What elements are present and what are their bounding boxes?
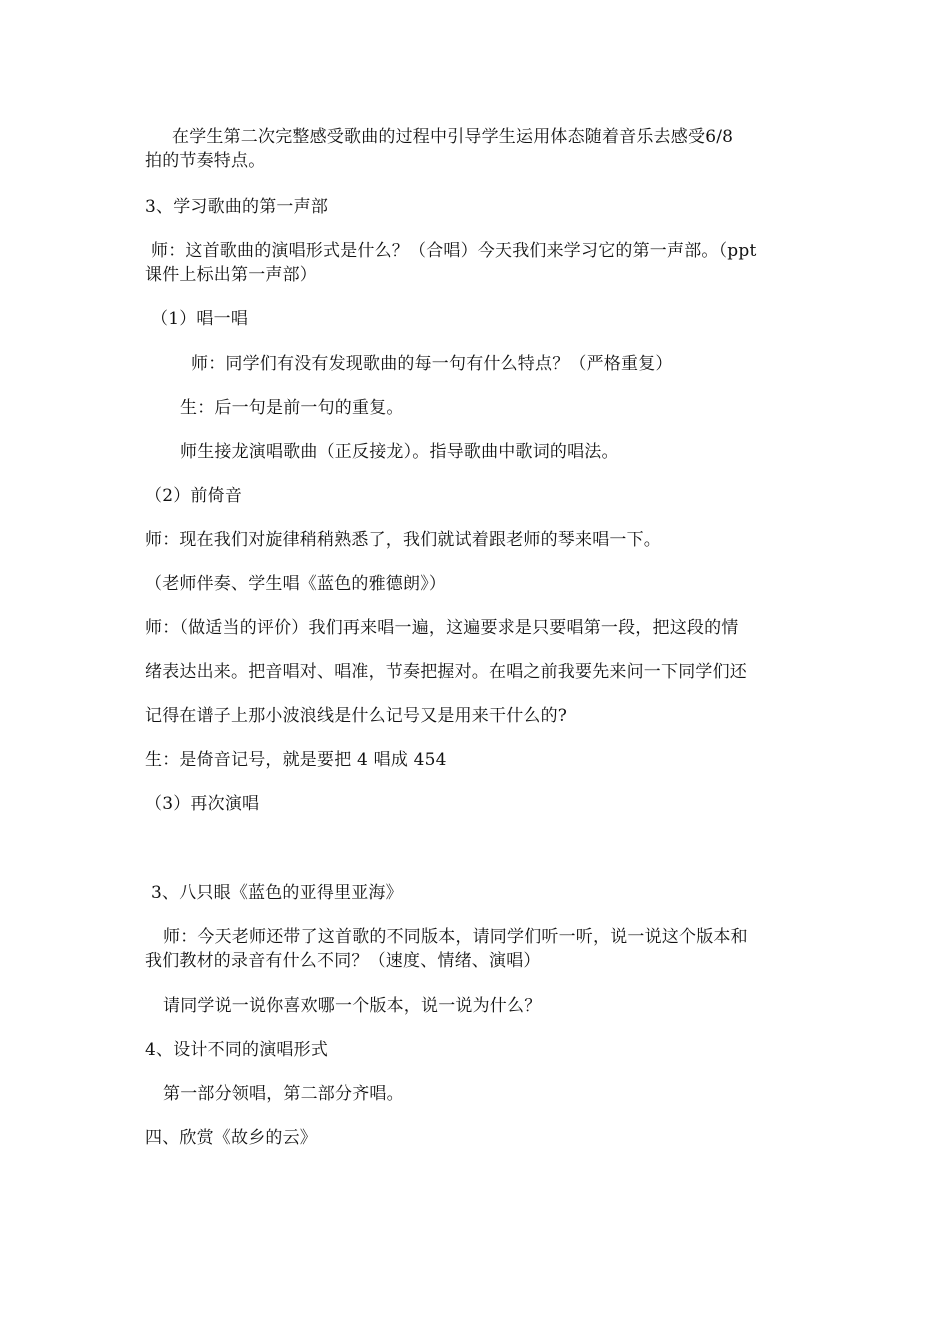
paragraph-line: 生：是倚音记号，就是要把 4 唱成 454 (145, 750, 447, 770)
paragraph-line: 师：现在我们对旋律稍稍熟悉了，我们就试着跟老师的琴来唱一下。 (145, 530, 661, 550)
paragraph-line: 在学生第二次完整感受歌曲的过程中引导学生运用体态随着音乐去感受6/8 (172, 127, 734, 147)
section-heading: 4、设计不同的演唱形式 (145, 1040, 329, 1060)
paragraph-line: 请同学说一说你喜欢哪一个版本，说一说为什么？ (163, 996, 542, 1016)
paragraph-line: 师生接龙演唱歌曲（正反接龙）。指导歌曲中歌词的唱法。 (180, 442, 619, 462)
paragraph-line: 记得在谱子上那小波浪线是什么记号又是用来干什么的? (145, 706, 568, 726)
subsection-heading: （3）再次演唱 (145, 794, 260, 814)
paragraph-line: 师：（做适当的评价）我们再来唱一遍，这遍要求是只要唱第一段，把这段的情 (145, 618, 739, 638)
section-heading: 四、欣赏《故乡的云》 (145, 1128, 317, 1148)
paragraph-line: 我们教材的录音有什么不同？（速度、情绪、演唱） (145, 951, 541, 971)
paragraph-line: 课件上标出第一声部） (145, 265, 317, 285)
paragraph-line: （老师伴奏、学生唱《蓝色的雅德朗》） (145, 574, 447, 594)
paragraph-line: 师：今天老师还带了这首歌的不同版本，请同学们听一听，说一说这个版本和 (163, 927, 748, 947)
paragraph-line: 拍的节奏特点。 (145, 151, 266, 171)
paragraph-line: 第一部分领唱，第二部分齐唱。 (163, 1084, 404, 1104)
section-heading: 3、学习歌曲的第一声部 (145, 197, 329, 217)
paragraph-line: 生：后一句是前一句的重复。 (180, 398, 404, 418)
paragraph-line: 师：这首歌曲的演唱形式是什么？（合唱）今天我们来学习它的第一声部。（ppt (151, 241, 757, 261)
subsection-heading: （1）唱一唱 (151, 309, 249, 329)
paragraph-line: 绪表达出来。把音唱对、唱准，节奏把握对。在唱之前我要先来问一下同学们还 (145, 662, 747, 682)
subsection-heading: （2）前倚音 (145, 486, 243, 506)
paragraph-line: 师：同学们有没有发现歌曲的每一句有什么特点？（严格重复） (191, 354, 673, 374)
section-heading: 3、八只眼《蓝色的亚得里亚海》 (151, 883, 403, 903)
